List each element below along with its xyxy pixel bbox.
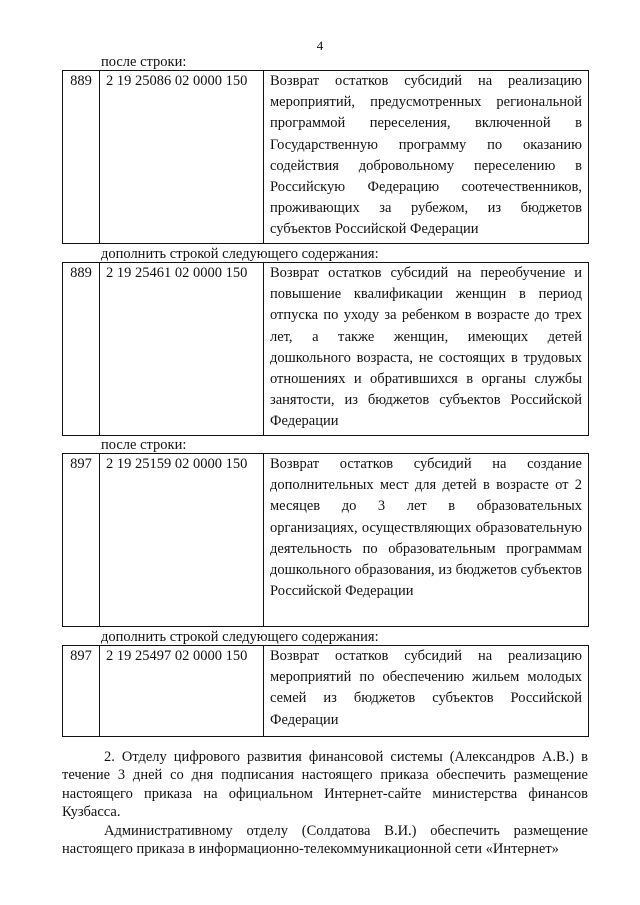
table-row <box>63 71 589 244</box>
kbk-code: 2 19 25461 02 0000 150 <box>100 263 264 436</box>
block-4-table <box>62 645 589 737</box>
income-name: Возврат остатков субсидий на переобучение и повышение квалификации женщин в период отпуска по уходу за ребенком в возрасте до трех лет, а также женщин, имеющих детей дошкольного возраста, не состоящих в трудовых отношениях и обратившихся в органы службы занятости, из бюджетов субъектов Российской Федерации <box>264 263 589 436</box>
block-1-caption: после строки: <box>101 54 187 70</box>
block-3-caption: после строки: <box>101 437 187 453</box>
block-4-caption: дополнить строкой следующего содержания: <box>101 629 379 645</box>
admin-code: 897 <box>63 454 100 627</box>
paragraph-3-text: Административному отделу (Солдатова В.И.) обеспечить размещение настоящего приказа в информационно-телекоммуникационной сети «Интернет» <box>62 823 588 858</box>
income-name: Возврат остатков субсидий на реализацию мероприятий по обеспечению жильем молодых семей из бюджетов субъектов Российской Федерации <box>264 646 589 737</box>
block-2-table <box>62 262 589 436</box>
block-3-table <box>62 453 589 627</box>
paragraph-3 <box>62 822 588 859</box>
table-row <box>63 646 589 737</box>
table-row <box>63 263 589 436</box>
table-row <box>63 454 589 627</box>
block-1-table <box>62 70 589 244</box>
paragraph-2-text: 2. Отделу цифрового развития финансовой системы (Александров А.В.) в течение 3 дней со дня подписания настоящего приказа обеспечить размещение настоящего приказа на официальном Интернет-сайте министерства финансов Кузбасса. <box>62 749 588 821</box>
admin-code: 889 <box>63 263 100 436</box>
paragraph-2 <box>62 748 588 822</box>
block-2-caption: дополнить строкой следующего содержания: <box>101 246 379 262</box>
admin-code: 889 <box>63 71 100 244</box>
kbk-code: 2 19 25159 02 0000 150 <box>100 454 264 627</box>
page-number: 4 <box>316 38 324 53</box>
kbk-code: 2 19 25086 02 0000 150 <box>100 71 264 244</box>
kbk-code: 2 19 25497 02 0000 150 <box>100 646 264 737</box>
income-name: Возврат остатков субсидий на создание дополнительных мест для детей в возрасте от 2 месяцев до 3 лет в образовательных организациях, осуществляющих образовательную деятельность по образовательным программам дошкольного образования, из бюджетов субъектов Российской Федерации <box>264 454 589 627</box>
admin-code: 897 <box>63 646 100 737</box>
income-name: Возврат остатков субсидий на реализацию мероприятий, предусмотренных региональной программой переселения, включенной в Государственную программу по оказанию содействия добровольному переселению в Российскую Федерацию соотечественников, проживающих за рубежом, из бюджетов субъектов Российской Федерации <box>264 71 589 244</box>
